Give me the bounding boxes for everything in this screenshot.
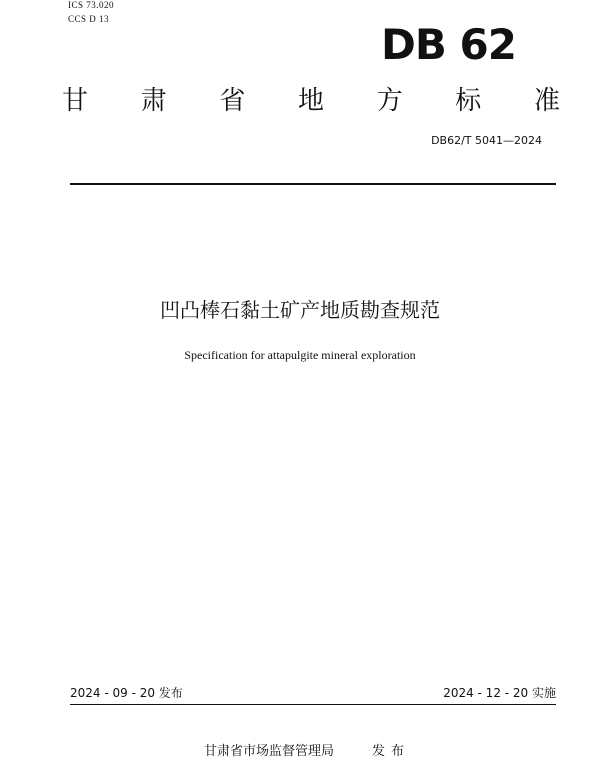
top-divider xyxy=(70,183,556,185)
implementation-date: 2024 - 12 - 20 实施 xyxy=(443,686,556,700)
issue-date: 2024 - 09 - 20 发布 xyxy=(70,686,183,700)
publisher-name: 甘肃省市场监督管理局 xyxy=(204,744,335,759)
ics-code: ICS 73.020 xyxy=(68,0,115,10)
standard-kind-char: 准 xyxy=(533,86,560,116)
standard-kind-char: 标 xyxy=(455,86,482,116)
document-title-zh: 凹凸棒石黏土矿产地质勘查规范 xyxy=(160,298,440,322)
standard-kind-char: 肃 xyxy=(140,86,167,116)
standard-kind-heading xyxy=(62,84,560,118)
publish-label: 发布 xyxy=(372,744,411,759)
standard-kind-char: 方 xyxy=(376,86,403,116)
ccs-code: CCS D 13 xyxy=(68,14,110,24)
db-logo: DB 62 xyxy=(381,20,516,69)
bottom-divider xyxy=(70,704,556,705)
standard-kind-char: 省 xyxy=(219,86,246,116)
document-title-en: Specification for attapulgite mineral exploration xyxy=(184,348,416,362)
standard-kind-char: 甘 xyxy=(62,86,89,116)
standard-kind-char: 地 xyxy=(297,86,324,116)
standard-number: DB62/T 5041—2024 xyxy=(431,134,542,147)
